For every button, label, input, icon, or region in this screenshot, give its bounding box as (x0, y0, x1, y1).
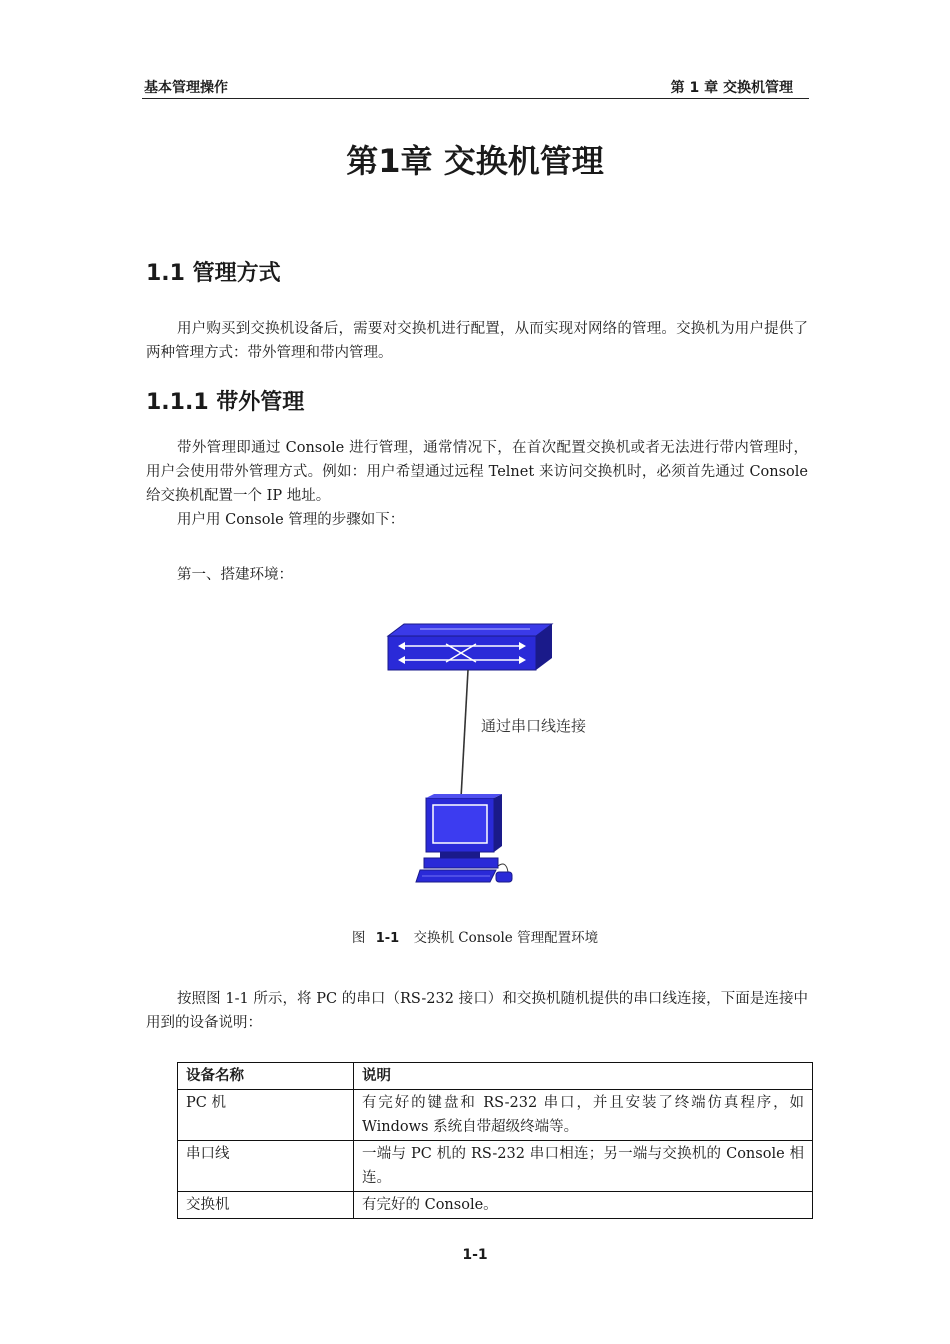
device-name-cell: 交换机 (178, 1192, 354, 1219)
steps-intro: 用户用 Console 管理的步骤如下： (177, 512, 405, 528)
subsection-heading: 1.1.1 带外管理 (146, 390, 305, 415)
serial-cable (461, 670, 468, 798)
device-name-cell: 串口线 (178, 1141, 354, 1192)
table-row (178, 1141, 813, 1192)
connection-paragraph: 按照图 1-1 所示，将 PC 的串口（RS-232 接口）和交换机随机提供的串口线连接，下面是连接中用到的设备说明： (146, 991, 808, 1031)
running-header (142, 76, 809, 99)
page-number: 1-1 (462, 1247, 488, 1263)
switch-icon (388, 624, 552, 670)
table-header-row (178, 1063, 813, 1090)
header-left-title: 基本管理操作 (144, 80, 228, 96)
caption-text: 交换机 Console 管理配置环境 (413, 930, 599, 946)
pc-icon (416, 794, 512, 882)
table-row (178, 1090, 813, 1141)
section-heading: 1.1 管理方式 (146, 261, 281, 286)
table-header-name: 设备名称 (178, 1063, 354, 1090)
chapter-title: 第1章 交换机管理 (346, 142, 604, 180)
header-right-title: 第 1 章 交换机管理 (670, 80, 793, 96)
table-row (178, 1192, 813, 1219)
caption-number: 1-1 (375, 931, 400, 946)
device-name-cell: PC 机 (178, 1090, 354, 1141)
device-desc-cell: 有完好的键盘和 RS-232 串口，并且安装了终端仿真程序，如 Windows 系统自带超级终端等。 (354, 1090, 813, 1141)
console-setup-diagram (380, 620, 620, 890)
out-of-band-paragraph: 带外管理即通过 Console 进行管理，通常情况下，在首次配置交换机或者无法进行带内管理时，用户会使用带外管理方式。例如：用户希望通过远程 Telnet 来访问交换机时，必须首先通过 Console 给交换机配置一个 IP 地址。 (146, 440, 808, 504)
figure-caption (0, 926, 950, 946)
caption-prefix: 图 (351, 930, 366, 946)
device-table (177, 1062, 813, 1219)
cable-label: 通过串口线连接 (481, 717, 587, 735)
device-desc-cell: 一端与 PC 机的 RS-232 串口相连；另一端与交换机的 Console 相连。 (354, 1141, 813, 1192)
intro-paragraph: 用户购买到交换机设备后，需要对交换机进行配置，从而实现对网络的管理。交换机为用户提供了两种管理方式：带外管理和带内管理。 (146, 321, 808, 361)
table-header-desc: 说明 (354, 1063, 813, 1090)
device-desc-cell: 有完好的 Console。 (354, 1192, 813, 1219)
step-one-label: 第一、搭建环境： (177, 567, 293, 583)
